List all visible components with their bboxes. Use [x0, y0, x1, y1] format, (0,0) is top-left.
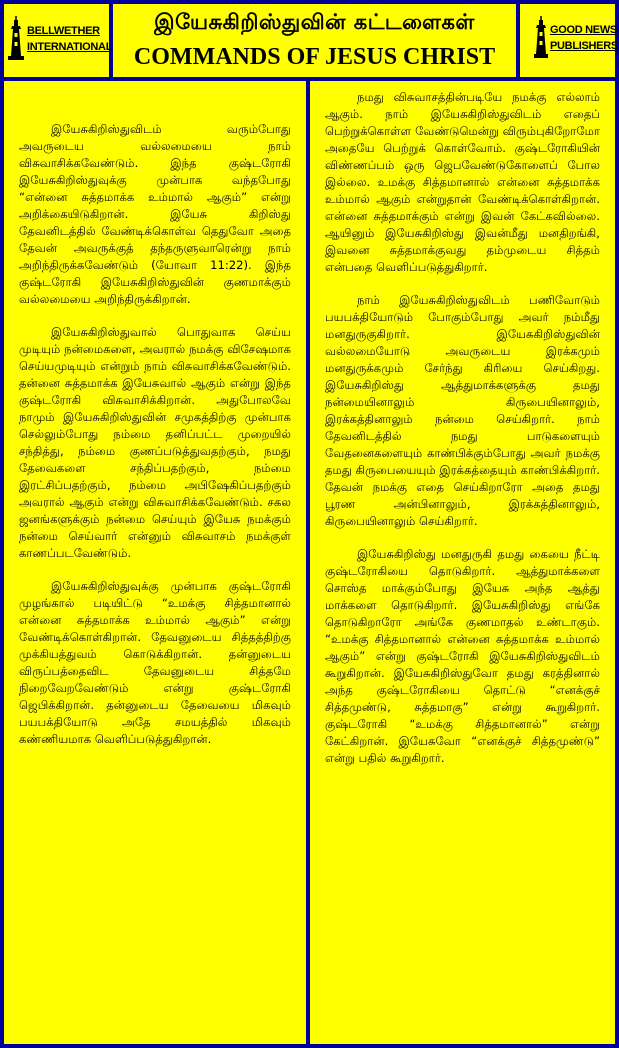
- right-paragraph-2: நாம் இயேசுகிறிஸ்துவிடம் பணிவோடும் பயபக்தியோடும் போகும்போது அவர் நம்மீது மனதுருகுகிறார். இயேசுகிறிஸ்துவின் வல்லமையோடு அவருடைய இரக்கமும் மனதுருக்கமும் சேர்ந்து கிரியை செய்கிறது. இயேசுகிறிஸ்து ஆத்துமாக்களுக்கு தமது நன்மையினாலும் கிருபையினாலும், இரக்கத்தினாலும் நன்மை செய்கிறார். நாம் தேவனிடத்தில் நமது பாடுகளையும் வேதனைகளையும் காண்பிக்கும்போது அவர் நமக்கு தமது கிருபையையும் இரக்கத்தையும் காண்பிக்கிறார். தேவன் நமக்கு எதை செய்கிறாரோ அதை தமது பூரண அன்பினாலும், இரக்கத்தினாலும், கிருபையினாலும் செய்கிறார்.: [325, 293, 600, 528]
- bellwether-logo: [8, 16, 112, 62]
- left-paragraph-1: இயேசுகிறிஸ்துவிடம் வரும்போது அவருடைய வல்லமையை நாம் விசுவாசிக்கவேண்டும். இந்த குஷ்டரோகி இயேசுகிறிஸ்துவுக்கு முன்பாக வந்தபோது “என்னை சுத்தமாக்க உம்மால் ஆகும்” என்று அறிக்கையிடுகிறான். இயேசு கிறிஸ்து தேவனிடத்தில் வேண்டிக்கொள்வ தெதுவோ அதை தேவன் அவருக்குத் தந்தருளுவாரென்று நாம் அறிந்திருக்கவேண்டும் (யோவா 11:22). இந்த குஷ்டரோகி இயேசுகிறிஸ்துவின் குணமாக்கும் வல்லமையை அறிந்திருக்கிறான்.: [19, 122, 291, 306]
- right-column: [310, 81, 615, 1044]
- good-news-publishers-logo: [534, 16, 618, 60]
- left-column: [4, 81, 306, 1044]
- logo-right-line1: GOOD NEWS: [550, 24, 617, 36]
- lighthouse-icon: [534, 16, 548, 60]
- left-paragraph-3: இயேசுகிறிஸ்துவுக்கு முன்பாக குஷ்டரோகி முழங்கால் படியிட்டு “உமக்கு சித்தமானால் என்னை சுத்தமாக்க உம்மால் ஆகும்” என்று வேண்டிக்கொள்கிறான். தேவனுடைய சித்தத்திற்கு முக்கியத்துவம் கொடுக்கிறான். தன்னுடைய விருப்பத்தைவிட தேவனுடைய சித்தமே நிறைவேறவேண்டும் என்று குஷ்டரோகி ஜெபிக்கிறான். தன்னுடைய தேவையை மிகவும் பயபக்தியோடு அதே சமயத்தில் மிகவும் கண்ணியமாக வெளிப்படுத்துகிறான்.: [19, 579, 291, 746]
- bellwether-logo-box: [4, 4, 113, 77]
- logo-right-line2: PUBLISHERS: [550, 40, 618, 52]
- logo-left-line2: INTERNATIONAL: [27, 41, 113, 53]
- right-paragraph-3: இயேசுகிறிஸ்து மனதுருகி தமது கையை நீட்டி குஷ்டரோகியை தொடுகிறார். ஆத்துமாக்களை சொஸ்த மாக்கும்போது இயேசு அந்த ஆத்து மாக்களை தொடுகிறார். இயேசுகிறிஸ்து எங்கே தொடுகிறாரோ அங்கே குணமாதல் உண்டாகும். “உமக்கு சித்தமானால் என்னை சுத்தமாக்க உம்மால் ஆகும்” என்று குஷ்டரோகி இயேசுகிறிஸ்துவிடம் கூறுகிறான். இயேசுகிறிஸ்துவோ தமது கரத்தினால் அந்த குஷ்டரோகியை தொட்டு “எனக்குச் சித்தமுண்டு, சுத்தமாகு” என்று கூறுகிறார். குஷ்டரோகி “உமக்கு சித்தமானால்” என்று கேட்கிறான். இயேசுவோ “எனக்குச் சித்தமுண்டு” என்று பதில் கூறுகிறார்.: [325, 547, 600, 765]
- title-english: COMMANDS OF JESUS CHRIST: [133, 44, 496, 70]
- good-news-logo-box: [520, 4, 618, 77]
- logo-left-line1: BELLWETHER: [27, 25, 100, 37]
- lighthouse-icon: [8, 16, 24, 62]
- right-paragraph-1: நமது விசுவாசத்தின்படியே நமக்கு எல்லாம் ஆகும். நாம் இயேசுகிறிஸ்துவிடம் எதைப் பெற்றுக்கொள்ள வேண்டுமென்று விரும்புகிறோமோ அதையே பெற்றுக் கொள்வோம். குஷ்டரோகியின் விண்ணப்பம் ஒரு ஜெபவேண்டுகோளைப் போல இல்லை. உமக்கு சித்தமானால் என்னை சுத்தமாக்க உம்மால் ஆகும் என்றுதான் வேண்டிக்கொள்கிறான். என்னை சுத்தமாக்கும் என்று இவன் கேட்கவில்லை. ஆயினும் இயேசுகிறிஸ்து இவன்மீது மனதிறங்கி, இவனை சுத்தமாக்குவது தம்முடைய சித்தம் என்பதை வெளிப்படுத்துகிறார்.: [325, 90, 600, 274]
- title-box: [113, 4, 516, 77]
- title-tamil: இயேசுகிறிஸ்துவின் கட்டளைகள்: [154, 10, 475, 34]
- left-paragraph-2: இயேசுகிறிஸ்துவால் பொதுவாக செய்ய முடியும் நன்மைகளை, அவரால் நமக்கு விசேஷமாக செய்யமுடியும் என்றும் நாம் விசுவாசிக்கவேண்டும். தன்னை சுத்தமாக்க இயேசுவால் ஆகும் என்று இந்த குஷ்டரோகி விசுவாசிக்கிறான். அதுபோலவே நாமும் இயேசுகிறிஸ்துவின் சமுகத்திற்கு முன்பாக செல்லும்போது நம்மை தனிப்பட்ட முறையில் சந்தித்து, நம்மை குணப்படுத்துவதற்கும், நமது தேவைகளை சந்திப்பதற்கும், நம்மை இரட்சிப்பதற்கும், நம்மை அபிஷேகிப்பதற்கும் அவரால் ஆகும் என்று விசுவாசிக்கவேண்டும். சகல ஜனங்களுக்கும் நன்மை செய்யும் இயேசு நமக்கும் நன்மை செய்வார் என்னும் விசுவாசம் நமக்குள் காணப்படவேண்டும்.: [19, 325, 291, 560]
